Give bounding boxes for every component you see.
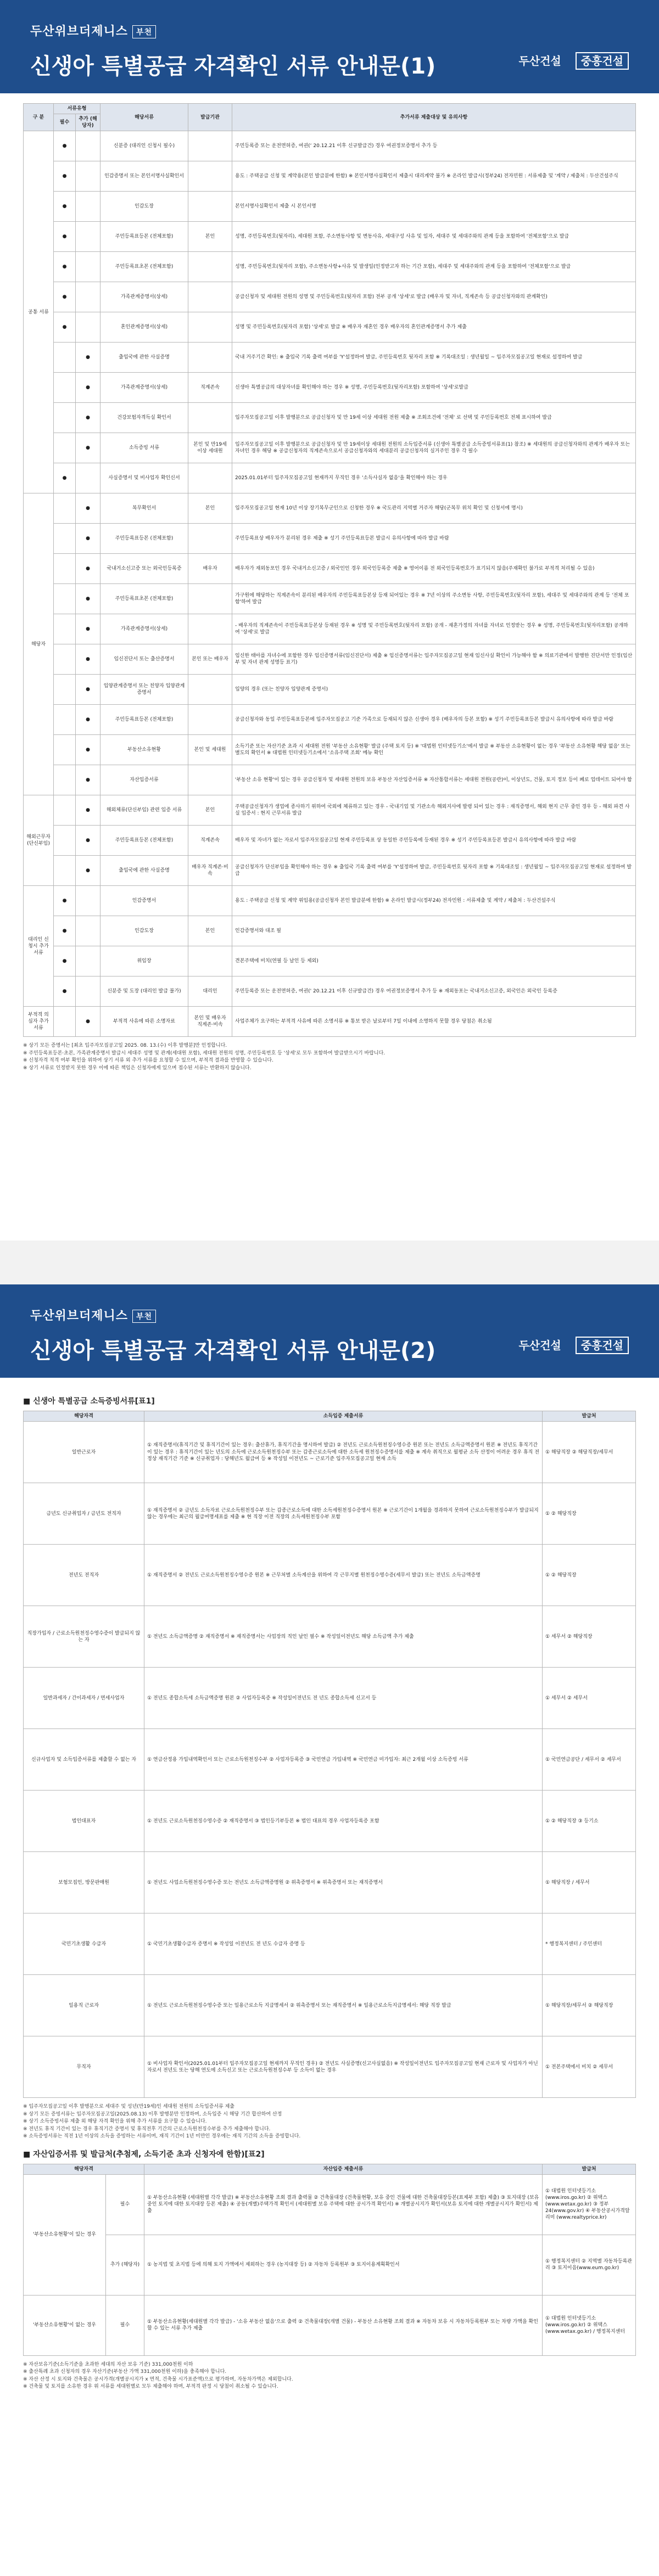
doc-group: 필수 [106,2174,144,2235]
doc-name: 위임장 [100,946,188,976]
table-row [24,946,636,976]
doc-table-1 [23,103,636,1037]
required-docs: ① 전년도 근로소득원천징수영수증 또는 일용근로소득 지급명세서 ② 위촉증명서 또는 재직증명서 ※ 일용근로소득지급명세서: 해당 직장 발급 [144,1975,543,2036]
required-mark: ● [54,946,76,976]
note-line: ※ 상기 모든 증빙서류는 입주자모집공고일(2025.08.13) 이후 발행분만 인정하며, 소득입증 시 해당 기간 합산하여 산정 [23,2111,282,2117]
note-text: 주민등록표상 배우자가 분리된 경우 제출 ※ 성기 주민등록표등본 발급시 유의사항에 따라 발급 바람 [232,524,636,554]
note-text: 공급신청자가 단신부임을 확인해야 하는 경우 ※ 출입국 기록 출력 여부를 'Y'설정하여 발급, 주민등록번호 뒷자리 포함 ※ 기록대조일 : 생년월일 ~ 입주자모집공고일 현재로 설정하여 발급 [232,856,636,886]
th-doc-type: 서류유형 [54,104,100,114]
required-mark [54,675,76,705]
additional-mark: ● [76,493,100,524]
table-row [24,463,636,493]
note-text: 입양의 경우 (또는 친양자 입양관계 증명서) [232,675,636,705]
doc-group: 추가 (해당자) [106,2235,144,2295]
table-row [24,222,636,252]
income-table [23,1411,636,2098]
additional-mark: ● [76,765,100,795]
note-text: '부동산 소유 현황'이 있는 경우 공급신청자 및 세대원 전원의 보유 부동산 자산입증서류 ※ 자산통합서류는 세대원 전원(공란)이, 이상년도, 건물, 토지 정보 등이 폐로 업데이트 되어야 함 [232,765,636,795]
table-row [24,131,636,161]
site-tag: 부천 [132,25,156,38]
doc-name: 건강보험자격득실 확인서 [100,403,188,433]
required-mark [54,644,76,675]
group-label: 공통 서류 [24,131,54,493]
table-row [24,735,636,765]
table-row [24,1975,636,2036]
th-issuer: 발급처 [543,1411,636,1422]
note-line: ※ 자산보유기준(소득기준을 초과한 세대의 자산 보유 기준) 331,000천원 이하 [23,2361,193,2367]
note-text: 입주자모집공고일 현재 10년 이상 장기복무군인으로 신청한 경우 ※ 국도관리 지역별 거주자 해당(군복무 위치 확인 및 신청서에 명시) [232,493,636,524]
required-mark [54,433,76,463]
required-mark: ● [54,131,76,161]
note-text: 배우자가 재외동포인 경우 국내거소신고증 / 외국인인 경우 외국인등록증 제출 ※ 영어이름 전 외국인등록번호가 표기되지 않음(주재확인 불가로 부적격 처리될 수 있음) [232,554,636,584]
site-tag: 부천 [132,1310,156,1323]
table-row [24,826,636,856]
required-mark [54,373,76,403]
doc-name: 가족관계증명서(상세) [100,614,188,644]
required-docs: ① 전년도 종합소득세 소득금액증명 원본 ② 사업자등록증 ※ 작성일이전년도 전 년도 종합소득세 신고서 등 [144,1668,543,1729]
required-mark: ● [54,463,76,493]
doc-name: 자산입증서류 [100,765,188,795]
note-text: 국내 거주기간 확인: ※ 출입국 기록 출력 여부를 'Y'설정하여 발급, 주민등록번호 뒷자리 포함 ※ 기록대조일 : 생년월일 ~ 입주자모집공고일 현재로 설정하여 발급 [232,343,636,373]
table-row [24,886,636,916]
th-issuer: 발급기관 [188,104,232,131]
issuer-name: 본인 [188,222,232,252]
brand-logos [504,52,629,68]
th-type: 해당자격 [24,2164,144,2174]
brand-jungheung: 중흥건설 [576,1337,629,1354]
issuer-name [188,282,232,312]
required-mark [54,735,76,765]
additional-mark [76,222,100,252]
th-type: 해당자격 [24,1411,144,1422]
required-mark: ● [54,252,76,282]
note-text: 2025.01.01부터 입주자모집공고일 현재까지 무직인 경우 '소득사실자 없음'을 확인해야 하는 경우 [232,463,636,493]
note-text: 입주자모집공고일 이후 발행분으로 공급신청자 및 만 19세 이상 세대원 전원 제출 ※ 조회조건에 '전체' 로 선택 및 주민등록번호 전체 표시하여 발급 [232,403,636,433]
site-name: 두산위브더제니스 부천 [30,22,629,39]
additional-mark: ● [76,343,100,373]
issuer-name: ① ② 해당직장 [543,1483,636,1545]
note-text: 배우자 및 자녀가 없는 자로서 입주자모집공고일 현재 주민등록표 상 동일한 주민등록에 등재된 경우 ※ 성기 주민등록표등본 발급시 유의사항에 따라 발급 바람 [232,826,636,856]
issuer-name [188,192,232,222]
required-mark [54,1007,76,1037]
table-row [24,675,636,705]
note-text: 가구원에 해당하는 직계존속이 분리된 배우자의 주민등록표등본상 등재 되어있는 경우 ※ 7년 이상의 주소변동 사항, 주민등록번호(뒷자리 포함), 세대주 및 세대주와의 관계 등 '전체 포함'하여 발급 [232,584,636,614]
brand-logos [504,1337,629,1352]
group-label: 해외근무자 (단신부임) [24,795,54,886]
doc-name: 가족관계증명서(상세) [100,373,188,403]
required-mark [54,765,76,795]
brand-jungheung: 중흥건설 [576,52,629,70]
required-mark [54,826,76,856]
doc-name: 인감도장 [100,916,188,946]
required-mark [54,614,76,644]
section-title-asset: ■ 자산입증서류 및 발급처(추첨제, 소득기준 초과 신청자에 한함)[표2] [23,2150,265,2159]
required-mark: ● [54,192,76,222]
qualification: 무직자 [24,2036,144,2098]
issuer-name [188,463,232,493]
note-line: ※ 건축물 및 토지를 소유한 경우 위 서류를 세대원별로 모두 제출해야 하며, 부적격 판정 시 당첨이 취소될 수 있습니다. [23,2384,278,2390]
table-row [24,2036,636,2098]
issuer-name: 본인 [188,916,232,946]
table-row [24,1668,636,1729]
issuer-name [188,765,232,795]
th-issuer: 발급처 [543,2164,636,2174]
note-text: 신생아 특별공급의 대상자녀를 확인해야 하는 경우 ※ 성명, 주민등록번호(뒷자리포함) 포함하여 '상세'로발급 [232,373,636,403]
additional-mark: ● [76,1007,100,1037]
additional-mark: ● [76,826,100,856]
additional-mark: ● [76,735,100,765]
issuer-name: 본인 및 세대원 [188,735,232,765]
additional-mark: ● [76,644,100,675]
table-row [24,554,636,584]
note-text: 주택공급신청자가 생업에 종사하기 위하여 국외에 체류하고 있는 경우 - 국내기업 및 기관소속 해외지사에 발령 되어 있는 경우 : 재직증명서, 해외 현지 근무 중인 경우 등 - 해외 파견 사실 입증서 : 현지 근무서류 발급 [232,795,636,826]
issuer-name [188,403,232,433]
issuer-name: 직계존속 [188,373,232,403]
doc-name: 출입국에 관한 사실증명 [100,856,188,886]
additional-mark [76,312,100,343]
required-docs: ① 부동산소유현황 (세대원별 각각 발급) ※ 부동산소유현황 조회 결과 출력물 ② 건축물대장 (건축물현황, 보유 중인 건물에 대한 건축물대장등본(표제부 포함) 제출) ③ 토지대장 (보유 중인 토지에 대한 토지대장 등본 제출) ④ 공동(개별)주택가격 확인서 (세대원별 보유 주택에 대한 공시가격 확인서) ※ 개별공시지가 확인서(보유 토지에 대한 개별공시지가 확인서) 제출 [144,2174,543,2235]
note-text: 주민등록증 또는 운전면허증, 여권(‘ 20.12.21 이후 신규발급건) 경우 여권정보증명서 추가 등 [232,131,636,161]
table-row [24,433,636,463]
income-notes [23,2103,636,2141]
note-text: 견본주택에 비치(연필 등 날인 등 제외) [232,946,636,976]
table-row [24,1422,636,1483]
asset-notes [23,2361,636,2391]
issuer-name [188,886,232,916]
panel2-header [0,1284,659,1378]
additional-mark [76,916,100,946]
panel-document-1 [0,0,659,1241]
table-row [24,1852,636,1913]
note-line: ※ 전년도 휴직 기간이 있는 경우 휴직기간 증명서 및 휴직전후 기간의 근로소득원천징수부를 추가 제출해야 합니다. [23,2126,271,2132]
required-mark: ● [54,312,76,343]
note-text: 공급신청자 및 세대원 전원의 성명 및 주민등록번호(뒷자리 포함) 전부 공개 '상세'로 발급 (배우자 및 자녀, 직계존속 등 공급신청자와의 관계확인) [232,282,636,312]
required-mark [54,705,76,735]
table-row [24,252,636,282]
qualification: 금년도 신규취업자 / 금년도 전직자 [24,1483,144,1545]
required-mark: ● [54,161,76,192]
issuer-name: ① 해당직장 / 세무서 [543,1852,636,1913]
site-name: 두산위브더제니스 부천 [30,1306,629,1323]
additional-mark: ● [76,403,100,433]
additional-mark: ● [76,614,100,644]
panel1-notes [23,1042,636,1072]
additional-mark: ● [76,554,100,584]
table-row [24,343,636,373]
issuer-name: ① 세무서 ② 해당직장 [543,1606,636,1668]
doc-name: 신분증 및 도장 (대리인 발급 불가) [100,976,188,1007]
group-label: 대리인 신청시 추가서류 [24,886,54,1007]
required-docs: ① 재직증명서 ② 금년도 소득자료 근로소득원천징수부 또는 갑종근로소득에 대한 소득세원천징수증명서 원본 ※ 근로기간이 1개월을 경과하지 못하여 근로소득원천징수부가 발급되지 않는 경우에는 최근의 월급여명세표를 제출 ※ 현 직장 이전 직장의 소득세원천징수부 포함 [144,1483,543,1545]
required-mark: ● [54,886,76,916]
additional-mark [76,161,100,192]
doc-name: 복무확인서 [100,493,188,524]
note-line: ※ 주민등록표등본·초본, 가족관계증명서 발급시 세대주 성명 및 관계(세대원 포함), 세대원 전원의 성명, 주민등록번호 등 '상세'로 모두 포함하여 발급받으시기 바랍니다. [23,1050,386,1056]
note-text: 주민등록증 또는 운전면허증, 여권(' 20.12.21 이후 신규발급건) 경우 여권정보증명서 추가 등 ※ 재외동포는 국내거소신고증, 외국인은 외국인 등록증 [232,976,636,1007]
issuer-name: ① 세무서 ② 세무서 [543,1668,636,1729]
note-text: 용도 : 주택공급 신청 및 계약 위임용(공급신청자 본인 발급분에 한함) ※ 온라인 발급시(정부24) 전자민원 : 서류제출 및 계약 / 제출처 : 두산건설주식 [232,886,636,916]
required-mark: ● [54,282,76,312]
doc-name: 출입국에 관한 사실증명 [100,343,188,373]
doc-name: 해외체류(단신부임) 관련 입증 서류 [100,795,188,826]
issuer-name: ① 대법원 인터넷등기소 (www.iros.go.kr) ② 위택스(www.wetax.go.kr) ③ 정부24(www.gov.kr) ④ 부동산공시가격알리미 (www.realtyprice.kr) [543,2174,636,2235]
additional-mark: ● [76,373,100,403]
additional-mark: ● [76,705,100,735]
issuer-name: 본인 [188,493,232,524]
issuer-name: ① 대법원 인터넷등기소 (www.iros.go.kr) ② 위택스(www.wetax.go.kr) / 행정복지센터 [543,2295,636,2355]
table-row [24,1606,636,1668]
issuer-name: 대리인 [188,976,232,1007]
table-row [24,765,636,795]
table-row [24,614,636,644]
note-text: 성명, 주민등록번호(뒷자리 포함), 주소변동사항+사유 및 발생일(인정받고자 하는 기간 포함), 세대주 및 세대주와의 관계 등을 포함하여 '전체포함'으로 발급 [232,252,636,282]
issuer-name [188,161,232,192]
qualification: 보험모집인, 방문판매원 [24,1852,144,1913]
required-docs: ① 농지법 및 초지법 등에 의해 토지 가액에서 제외하는 경우 (농지대장 등) ② 자동차 등록원부 ③ 토지이용계획확인서 [144,2235,543,2295]
issuer-name: 배우자 직계존·비속 [188,856,232,886]
note-text: 용도 : 주택공급 신청 및 계약용(본인 발급분에 한함) ※ 본인서명사실확인서 제출시 대리계약 불가 ※ 온라인 발급시(정부24) 전자민원 : 서류제출 및 '계약 / 제출처 : 두산건설주식 [232,161,636,192]
additional-mark [76,976,100,1007]
issuer-name: 본인 및 만19세 이상 세대원 [188,433,232,463]
required-docs: ① 부동산소유현황(세대원별 각각 발급) - '소유 부동산 없음'으로 출력 ② 건축물대장(개별 건물) - 부동산 소유현황 조회 결과 ※ 자동차 보유 시 자동차등록원부 또는 차량 가액을 확인할 수 있는 서류 추가 제출 [144,2295,543,2355]
doc-name: 주민등록표초본 (전체포함) [100,584,188,614]
doc-group: 필수 [106,2295,144,2355]
page-title: 신생아 특별공급 자격확인 서류 안내문(2) [30,1338,436,1363]
issuer-name: ① ② 해당직장 ③ 등기소 [543,1791,636,1852]
th-category: 구 분 [24,104,54,131]
issuer-name: 배우자 [188,554,232,584]
note-text: 공급신청자와 동일 주민등록표등본에 입주자모집공고 기준 가족으로 등재되지 않은 신생아 경우 (배우자의 등본 포함) ※ 성기 주민등록표등본 발급시 유의사항에 따라 발급 바람 [232,705,636,735]
doc-name: 국내거소신고증 또는 외국인등록증 [100,554,188,584]
required-mark [54,343,76,373]
required-mark: ● [54,916,76,946]
qualification: 신규사업자 및 소득입증서류를 제출할 수 없는 자 [24,1729,144,1791]
additional-mark [76,886,100,916]
note-text: 입주자모집공고일 이후 발행분으로 공급신청자 및 만 19세이상 세대원 전원의 소득입증서류 (신생아 특별공급 소득증빙서류표(1) 참조) ※ 세대원의 공급신청자와의 관계가 배우자 또는 자녀인 경우 해당 ※ 공급신청자의 직계존속으로서 공급신청자와의 세대분리 공급신청자의 실거주인 경우 각 필수 [232,433,636,463]
qualification: 국민기초생활 수급자 [24,1913,144,1975]
required-mark [54,584,76,614]
doc-name: 부동산소유현황 [100,735,188,765]
required-docs: ① 연금산정용 가입내역확인서 또는 근로소득원천징수부 ② 사업자등록증 ③ 국민연금 가입내역 ※ 국민연금 미가입자: 최근 2개월 이상 소득증빙 서류 [144,1729,543,1791]
qualification: 전년도 전직자 [24,1545,144,1606]
required-mark [54,795,76,826]
table-row [24,524,636,554]
table-row [24,1545,636,1606]
table-row [24,856,636,886]
note-line: ※ 상기 모든 증명서는 [최초 입주자모집공고일 2025. 08. 13.(수) 이후 발행분]만 인정합니다. [23,1043,227,1049]
doc-name: 임신진단서 또는 출산증명서 [100,644,188,675]
table-row [24,1913,636,1975]
additional-mark: ● [76,856,100,886]
table-row [24,312,636,343]
panel-document-2 [0,1284,659,2576]
additional-mark: ● [76,433,100,463]
table-row [24,976,636,1007]
note-text: 임신한 태아를 자녀수에 포함한 경우 임신증명서류(임신진단서) 제출 ※ 임신증명서류는 입주자모집공고일 현재 임신사실 확인이 가능해야 함 ※ 의료기관에서 발행한 진단서만 인정(임산부 및 자녀 관계 성명등 표기) [232,644,636,675]
required-docs: ① 전년도 근로소득원천징수영수증 ② 재직증명서 ③ 법인등기부등본 ※ 법인 대표의 경우 사업자등록증 포함 [144,1791,543,1852]
asset-table [23,2164,636,2356]
required-docs: ① 재직증명서 ② 전년도 근로소득원천징수영수증 원본 ※ 근무처별 소득계산을 위하여 각 근무지별 원천징수영수증(세무서 발급) 또는 전년도 소득금액증명 [144,1545,543,1606]
note-text: 인감증명서와 대조 필 [232,916,636,946]
th-docs: 소득입증 제출서류 [144,1411,543,1422]
required-docs: ① 국민기초생활수급자 증명서 ※ 작성일 이전년도 전 년도 수급자 증명 등 [144,1913,543,1975]
required-docs: ① 전년도 사업소득원천징수영수증 또는 전년도 소득금액증명원 ② 위촉증명서 ※ 위촉증명서 또는 재직증명서 [144,1852,543,1913]
required-mark [54,524,76,554]
required-mark [54,403,76,433]
table-row [24,1791,636,1852]
issuer-name [188,343,232,373]
issuer-name: ① 국민연금공단 / 세무서 ② 세무서 [543,1729,636,1791]
note-text: 사업주체가 요구하는 부적격 사유에 따른 소명서류 ※ 통보 받은 날로부터 7일 이내에 소명하지 못할 경우 당첨은 취소됨 [232,1007,636,1037]
issuer-name: 본인 또는 배우자 [188,644,232,675]
required-docs: ① 재직증명서(휴직기간 및 휴직기간이 있는 경우: 출산휴가, 휴직기간을 명시하여 발급) ② 전년도 근로소득원천징수영수증 원본 또는 전년도 소득금액증명서 원본 ※ 전년도 휴직기간이 있는 경우 : 휴직기간이 있는 년도의 소득에 근로소득원천징수부 또는 갑종근로소득에 대한 소득세 원천징수증명서를 제출 ※ 계속 취직으로 월평균 소득 산정이 어려운 경우 휴직 전 정상 재직기간 기준 ※ 신규취업자 : 당해년도 월급여 등 ※ 작성일 이전년도 ~ 근로기준 입주자모집공고일 현재 소득 [144,1422,543,1483]
table-row [24,2235,636,2295]
issuer-name: 본인 [188,795,232,826]
table-row [24,1729,636,1791]
table-row [24,282,636,312]
doc-name: 주민등록표등본 (전체포함) [100,705,188,735]
doc-name: 주민등록표등본 (전체포함) [100,826,188,856]
additional-mark: ● [76,795,100,826]
th-required: 필수 [54,114,76,131]
additional-mark: ● [76,584,100,614]
table-row [24,192,636,222]
group-label: 해당자 [24,493,54,795]
note-line: ※ 신청자격 적격 여부 확인을 위하여 상기 서류 외 추가 서류를 요청할 수 있으며, 부적격 결과를 반영할 수 있습니다. [23,1058,273,1064]
qualification: 법인대표자 [24,1791,144,1852]
group-label: 부적격 의심자 추가서류 [24,1007,54,1037]
note-text: 성명, 주민등록번호(뒷자리), 세대원 포함, 주소변동사항 및 변동사유, 세대구성 사유 및 일자, 세대주 및 세대주와의 관계 등을 포함하여 '전체포함'으로 발급 [232,222,636,252]
issuer-name: 직계존속 [188,826,232,856]
additional-mark: ● [76,675,100,705]
note-text: - 배우자의 직계존속이 주민등록표등본상 등재된 경우 ※ 성명 및 주민등록번호(뒷자리 포함) 공개 - 재혼가정의 자녀를 자녀로 인정받는 경우 ※ 성명, 주민등록번호(뒷자리포함) 공개하여 '상세'로 발급 [232,614,636,644]
required-mark: ● [54,976,76,1007]
note-line: ※ 소득증빙서류는 직전 1년 이상의 소득을 증빙하는 서류이며, 재직 기간이 1년 미만인 경우에는 재직 기간의 소득을 증빙합니다. [23,2134,301,2140]
issuer-name [188,614,232,644]
additional-mark [76,252,100,282]
issuer-name [188,312,232,343]
note-text: 본인서명사실확인서 제출 시 본인서명 [232,192,636,222]
qualification: 직장가입자 / 근로소득원천징수영수증이 발급되지 않는 자 [24,1606,144,1668]
table-row [24,644,636,675]
issuer-name [188,524,232,554]
issuer-name: ① 전본주택에서 비치 ② 세무서 [543,2036,636,2098]
table-row [24,705,636,735]
note-text: 성명 및 주민등록번호(뒷자리 포함) '상세'로 발급 ※ 배우자 재혼인 경우 배우자의 혼인관계증명서 추가 제출 [232,312,636,343]
qualification: 일용직 근로자 [24,1975,144,2036]
additional-mark [76,946,100,976]
issuer-name [188,584,232,614]
qualification: '부동산소유현황'이 없는 경우 [24,2295,106,2355]
table-row [24,1483,636,1545]
th-additional: 추가 (해당자) [76,114,100,131]
doc-name: 입양관계증명서 또는 친양자 입양관계증명서 [100,675,188,705]
doc-name: 주민등록표등본 (전체포함) [100,524,188,554]
doc-name: 신분증 (대리인 신청시 필수) [100,131,188,161]
required-docs: ① 전년도 소득금액증명 ② 재직증명서 ※ 재직증명서는 사업장의 직인 날인 필수 ※ 작성일이전년도 해당 소득금액 추가 제출 [144,1606,543,1668]
doc-name: 주민등록표등본 (전체포함) [100,222,188,252]
required-mark [54,856,76,886]
additional-mark [76,282,100,312]
additional-mark [76,463,100,493]
doc-name: 인감증명서 또는 본인서명사실확인서 [100,161,188,192]
doc-name: 부적격 사유에 따른 소명자료 [100,1007,188,1037]
issuer-name: ① 해당직장/세무서 ② 해당직장 [543,1975,636,2036]
required-docs: ① 비사업자 확인서(2025.01.01부터 입주자모집공고일 현재까지 무직인 경우) ② 전년도 사실증명(신고사실없음) ※ 작성일이전년도 입주자모집공고일 현재 근로자 및 사업자가 아닌 자로서 전년도 또는 당해 연도에 소득신고 또는 근로소득원천징수부 등 소득이 없는 경우 [144,2036,543,2098]
doc-name: 사실증명서 및 비사업자 확인신서 [100,463,188,493]
issuer-name: ① 해당직장 ② 해당직장/세무서 [543,1422,636,1483]
qualification: 일반과세자 / 간이과세자 / 면세사업자 [24,1668,144,1729]
required-mark: ● [54,222,76,252]
table-row [24,373,636,403]
note-line: ※ 입주자모집공고일 이후 발행분으로 세대주 및 성년(만19세)인 세대원 전원의 소득입증서류 제출 [23,2104,234,2110]
doc-name: 인감도장 [100,192,188,222]
th-note: 추가서류 제출대상 및 유의사항 [232,104,636,131]
note-text: 소득기준 또는 자산기준 초과 시 세대원 전원 '부동산 소유현황' 발급 (주택 토지 등) ※ '대법원 인터넷등기소'에서 발급 ※ 부동산 소유현황이 없는 경우 '부동산 소유현황 해당 없음' 또는 별도의 확인서 ※ 대법원 인터넷등기소에서 '소유주택 조회' 메뉴 확인 [232,735,636,765]
table-row [24,161,636,192]
table-row [24,916,636,946]
issuer-name [188,252,232,282]
issuer-name [188,705,232,735]
note-line: ※ 자산 산정 시 토지와 건축물은 공시가격(개별공시지가 x 면적, 건축물 시가표준액)으로 평가하며, 자동차가액은 제외합니다. [23,2376,293,2382]
brand-doosan: 두산건설 [518,54,561,68]
additional-mark [76,131,100,161]
issuer-name: ① ② 해당직장 [543,1545,636,1606]
issuer-name [188,675,232,705]
doc-name: 인감증명서 [100,886,188,916]
table-row [24,2295,636,2355]
panel1-header [0,0,659,93]
additional-mark: ● [76,524,100,554]
doc-name: 소득증빙 서류 [100,433,188,463]
doc-name: 주민등록표초본 (전체포함) [100,252,188,282]
table-row [24,584,636,614]
brand-doosan: 두산건설 [518,1339,561,1352]
table-row [24,795,636,826]
required-mark [54,554,76,584]
note-line: ※ 상기 소득증빙서류 제출 외 해당 자격 확인을 위해 추가 서류를 요구할 수 있습니다. [23,2119,207,2125]
required-mark [54,493,76,524]
page-title: 신생아 특별공급 자격확인 서류 안내문(1) [30,54,436,79]
panel-gap [0,1241,659,1284]
issuer-name: ① 행정복지센터 ② 지역별 자동차등록관리 ③ 토지이음(www.eum.go.kr) [543,2235,636,2295]
qualification: '부동산소유현황'이 있는 경우 [24,2174,106,2295]
th-doc: 해당서류 [100,104,188,131]
note-line: ※ 상기 서류로 인정받지 못한 경우 이에 따른 책임은 신청자에게 있으며 접수된 서류는 반환하지 않습니다. [23,1065,252,1071]
section-title-income: ■ 신생아 특별공급 소득증빙서류[표1] [23,1397,155,1406]
doc-name: 혼인관계증명서(상세) [100,312,188,343]
note-line: ※ 출산특례 초과 신청자의 경우 자산기준(부동산 가액 331,000천원 이하)을 충족해야 합니다. [23,2369,227,2375]
issuer-name [188,946,232,976]
table-row [24,493,636,524]
table-row [24,2174,636,2235]
table-row [24,403,636,433]
issuer-name: 본인 및 배우자 직계존·비속 [188,1007,232,1037]
doc-name: 가족관계증명서(상세) [100,282,188,312]
issuer-name: * 행정복지센터 / 주민센터 [543,1913,636,1975]
additional-mark [76,192,100,222]
th-docs: 자산입증 제출서류 [144,2164,543,2174]
issuer-name [188,131,232,161]
table-row [24,1007,636,1037]
qualification: 일반근로자 [24,1422,144,1483]
